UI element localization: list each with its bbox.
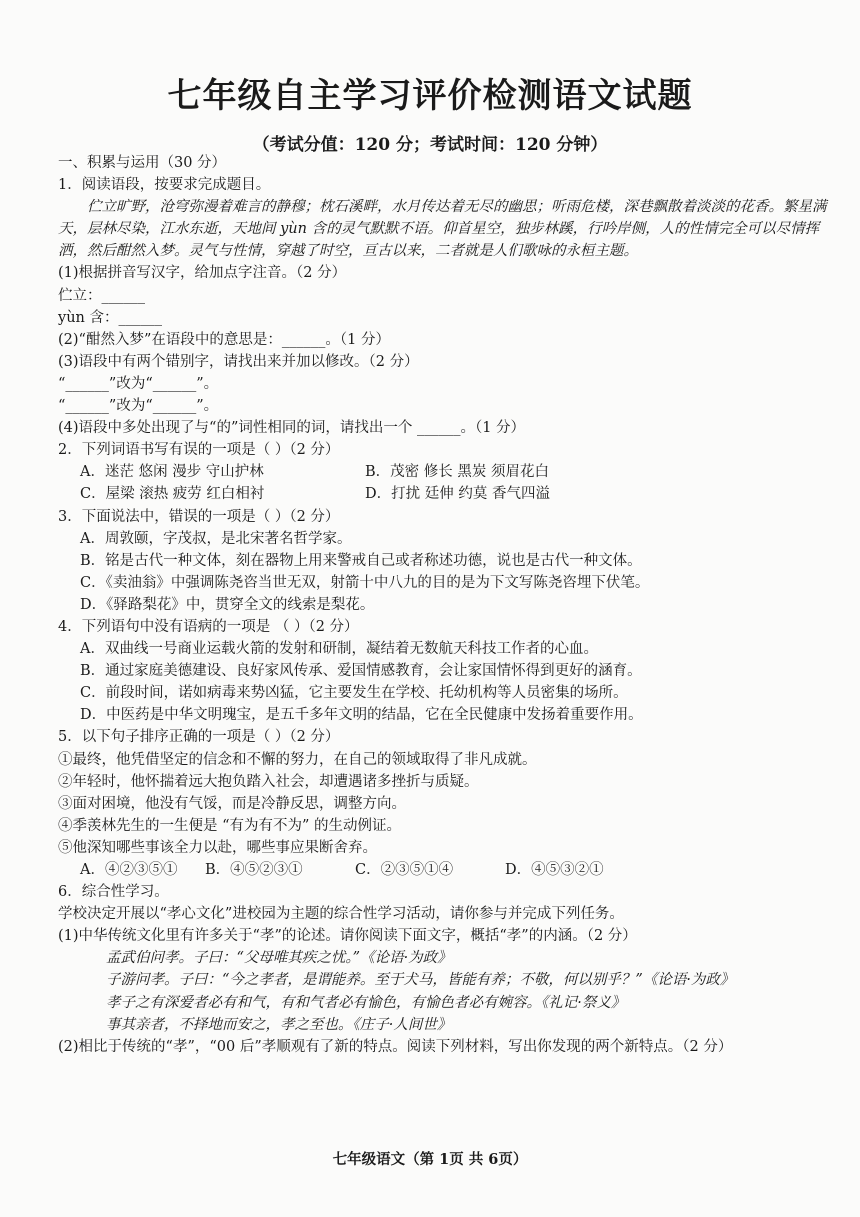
question-5-option-d: D．④⑤③②① [505, 862, 604, 878]
question-4-stem: 4．下列语句中没有语病的一项是 （ ）（2 分） [58, 618, 359, 635]
question-2-option-b: B．茂密 修长 黑炭 须眉花白 [365, 464, 549, 481]
question-5-sentence-4: ④季羡林先生的一生便是 “有为有不为” 的生动例证。 [58, 817, 402, 834]
question-5-sentence-1: ①最终，他凭借坚定的信念和不懈的努力，在自己的领域取得了非凡成就。 [58, 751, 537, 768]
question-3-stem: 3．下面说法中，错误的一项是（ ）（2 分） [58, 508, 340, 525]
question-1-sub1: (1)根据拼音写汉字，给加点字注音。（2 分） [58, 265, 347, 282]
exam-subtitle: （考试分值：120 分；考试时间：120 分钟） [252, 135, 608, 155]
question-6-sub1: (1)中华传统文化里有许多关于“孝”的论述。请你阅读下面文字，概括“孝”的内涵。（2 分） [58, 928, 637, 945]
question-4-option-d: D．中医药是中华文明瑰宝，是五千多年文明的结晶，它在全民健康中发扬着重要作用。 [80, 707, 643, 724]
question-5-option-c: C．②③⑤①④ [355, 862, 454, 878]
question-1-passage: 伫立旷野，沧穹弥漫着难言的静穆；枕石溪畔，水月传达着无尽的幽思；听雨危楼，深巷飘散着淡淡的花香。繁星满天，层林尽染，江水东逝，天地间 yùn 含的灵气默默不语。仰首星空，独步林蹊，行吟岸侧，人的性情完全可以尽情挥洒，然后酣然入梦。灵气与性情，穿越了时空，亘古以来，二者就是人们歌咏的永桓主题。 [58, 199, 827, 260]
question-2-option-a: A．迷茫 悠闲 漫步 守山护林 [80, 464, 264, 481]
exam-body [58, 152, 828, 1058]
question-2-options-row2 [58, 483, 828, 505]
question-1-sub4: (4)语段中多处出现了与“的”词性相同的词，请找出一个 ______。（1 分） [58, 420, 526, 437]
question-3-option-c: C．《卖油翁》中强调陈尧咨当世无双，射箭十中八九的目的是为下文写陈尧咨埋下伏笔。 [80, 574, 650, 591]
question-3-option-a: A．周敦颐，字茂叔，是北宋著名哲学家。 [80, 530, 352, 547]
question-6-quote-4: 事其亲者，不择地而安之，孝之至也。《庄子·人间世》 [106, 1016, 452, 1033]
question-1-sub1a: 伫立：______ [58, 287, 145, 304]
question-4-option-c: C．前段时间，诺如病毒来势凶猛，它主要发生在学校、托幼机构等人员密集的场所。 [80, 685, 628, 702]
question-5-options [58, 859, 828, 881]
question-2-options-row1 [58, 461, 828, 483]
question-5-sentence-2: ②年轻时，他怀揣着远大抱负踏入社会，却遭遇诸多挫折与质疑。 [58, 773, 479, 790]
question-5-stem: 5．以下句子排序正确的一项是（ ）（2 分） [58, 729, 340, 746]
question-4-option-b: B．通过家庭美德建设、良好家风传承、爱国情感教育，会让家国情怀得到更好的涵育。 [80, 663, 642, 680]
question-6-quote-2: 子游问孝。子曰：“今之孝者，是谓能养。至于犬马，皆能有养；不敬，何以别乎？”《论语·为政》 [106, 972, 735, 989]
question-6-stem: 6．综合性学习。 [58, 884, 169, 901]
question-4-option-a: A．双曲线一号商业运载火箭的发射和研制，凝结着无数航天科技工作者的心血。 [80, 641, 598, 658]
question-2-option-d: D．打扰 廷伸 约莫 香气四溢 [365, 486, 550, 503]
question-6-sub2: (2)相比于传统的“孝”，“00 后”孝顺观有了新的特点。阅读下列材料，写出你发现的两个新特点。（2 分） [58, 1038, 733, 1055]
exam-title: 七年级自主学习评价检测语文试题 [167, 76, 693, 116]
question-1-sub3: (3)语段中有两个错别字，请找出来并加以修改。（2 分） [58, 353, 419, 370]
question-3-option-d: D．《驿路梨花》中，贯穿全文的线索是梨花。 [80, 596, 375, 613]
question-2-option-c: C．屋梁 滚热 疲劳 红白相衬 [80, 486, 265, 503]
question-6-quote-1: 孟武伯问孝。子曰：“父母唯其疾之忧。”《论语·为政》 [106, 950, 452, 967]
question-5-sentence-5: ⑤他深知哪些事该全力以赴，哪些事应果断舍弃。 [58, 839, 377, 856]
question-5-option-b: B．④⑤②③① [205, 862, 303, 878]
question-1-sub3a: “______”改为“______”。 [58, 375, 219, 392]
question-5-option-a: A．④②③⑤① [80, 862, 178, 878]
question-1-sub1b: yùn 含：______ [58, 309, 162, 326]
section-heading: 一、积累与运用（30 分） [58, 155, 227, 171]
question-6-quote-3: 孝子之有深爱者必有和气，有和气者必有愉色，有愉色者必有婉容。《礼记·祭义》 [106, 994, 626, 1011]
question-2-stem: 2．下列词语书写有误的一项是（ ）（2 分） [58, 442, 340, 459]
question-5-sentence-3: ③面对困境，他没有气馁，而是冷静反思，调整方向。 [58, 795, 406, 812]
question-1-stem: 1．阅读语段，按要求完成题目。 [58, 177, 271, 194]
question-6-intro: 学校决定开展以“孝心文化”进校园为主题的综合性学习活动，请你参与并完成下列任务。 [58, 906, 624, 923]
page-footer: 七年级语文（第 1页 共 6页） [332, 1151, 528, 1168]
question-1-sub2: (2)“酣然入梦”在语段中的意思是：______。（1 分） [58, 331, 390, 348]
question-1-sub3b: “______”改为“______”。 [58, 398, 219, 415]
question-3-option-b: B．铭是古代一种文体，刻在器物上用来警戒自己或者称述功德，说也是古代一种文体。 [80, 552, 642, 569]
